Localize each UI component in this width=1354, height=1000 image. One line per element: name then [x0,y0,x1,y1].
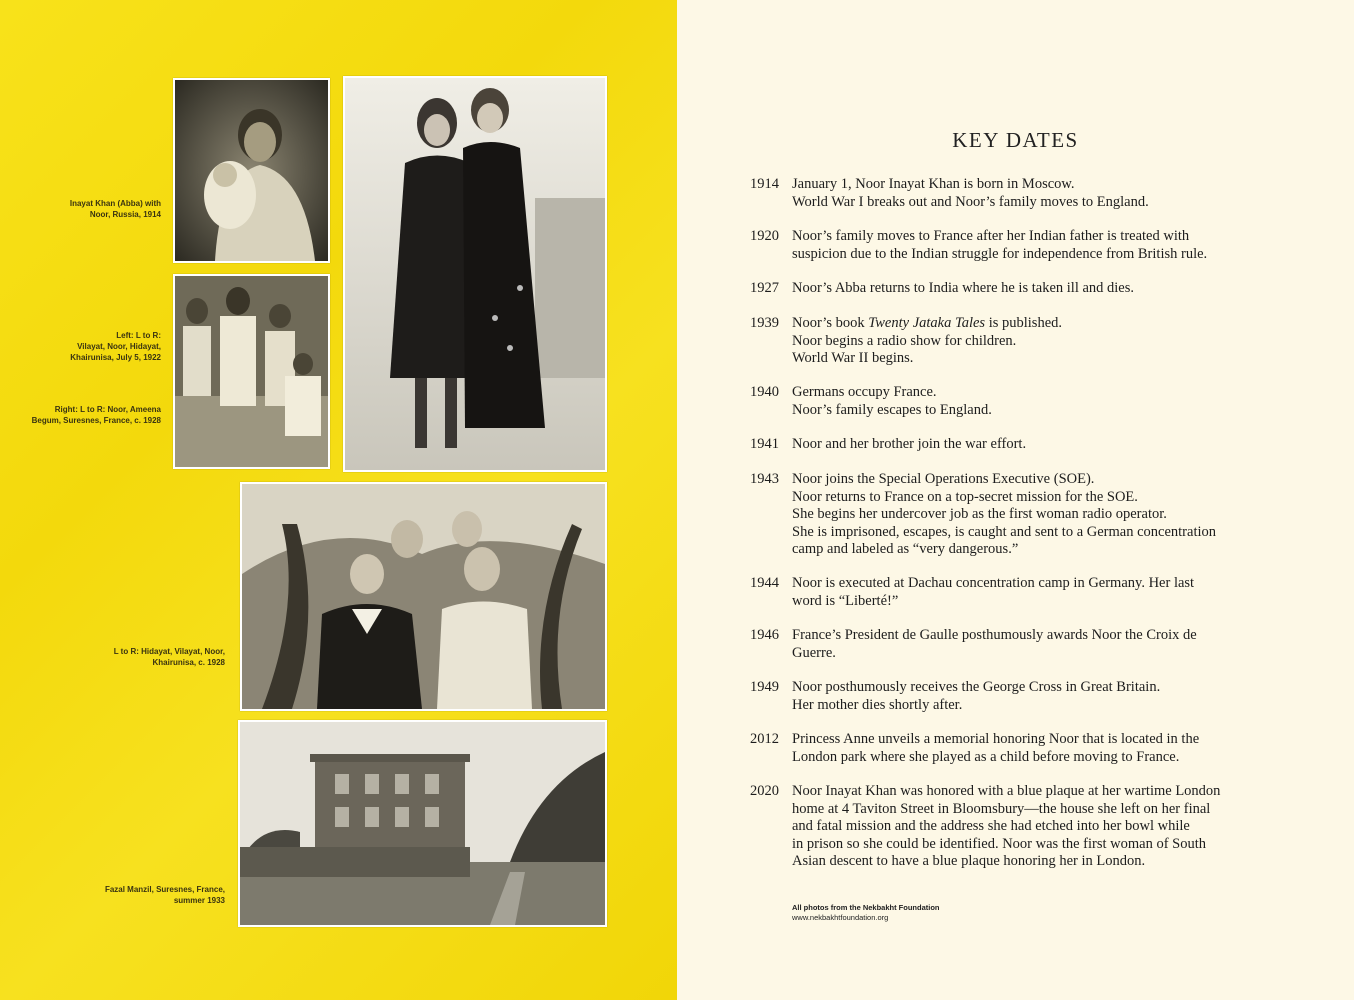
entry-line: Noor joins the Special Operations Executive (SOE). [792,471,1095,487]
entry-line: Noor is executed at Dachau concentration camp in Germany. Her last [792,575,1195,591]
entry-line: Noor begins a radio show for children. [792,332,1017,349]
entry-text [792,627,1292,662]
entry-line: home at 4 Taviton Street in Bloomsbury—the house she left on her final [792,800,1211,817]
photo-image [175,80,328,261]
photo-four-children-1922 [173,274,330,469]
entry-line: Noor’s family escapes to England. [792,401,992,418]
entry-line: Noor’s book Twenty Jataka Tales is published. [792,315,1063,331]
caption-photo5: Fazal Manzil, Suresnes, France, summer 1933 [104,885,225,905]
entry-text [792,731,1292,766]
photo-credit [792,903,940,923]
credit-line: All photos from the Nekbakht Foundation [792,903,940,912]
entry-line: Guerre. [792,644,836,661]
photo-noor-and-ameena-begum [343,76,607,472]
entry-text [792,176,1292,211]
entry-line: Her mother dies shortly after. [792,696,963,713]
entry-text [792,575,1292,610]
book-title: Twenty Jataka Tales [868,315,986,331]
entry-year: 1920 [750,228,779,244]
entry-text [792,384,1292,419]
entry-year: 1940 [750,384,779,400]
entry-line: Noor Inayat Khan was honored with a blue plaque at her wartime London [792,783,1221,799]
entry-text [792,228,1292,263]
entry-line: suspicion due to the Indian struggle for independence from British rule. [792,245,1208,262]
credit-url: www.nekbakhtfoundation.org [792,913,889,922]
entry-year: 1946 [750,627,779,643]
entry-line: word is “Liberté!” [792,592,899,609]
entry-line: camp and labeled as “very dangerous.” [792,541,1019,557]
photo-image [345,78,605,470]
entry-year: 1939 [750,315,779,331]
entry-line: in prison so she could be identified. Noor was the first woman of South [792,835,1206,852]
photo-four-siblings-1928 [240,482,607,711]
entry-year: 1949 [750,679,779,695]
caption-photo2-left: Left: L to R: Vilayat, Noor, Hidayat, Khairunisa, July 5, 1922 [70,331,161,362]
photo-image [242,484,605,709]
photo-image [175,276,328,467]
entry-line: She is imprisoned, escapes, is caught and sent to a German concentration [792,523,1217,540]
entry-year: 1914 [750,176,779,192]
entry-line: Asian descent to have a blue plaque honoring her in London. [792,853,1146,869]
key-dates-title: KEY DATES [952,128,1079,152]
entry-year: 1944 [750,575,779,591]
caption-photo2-right: Right: L to R: Noor, Ameena Begum, Suresnes, France, c. 1928 [31,405,161,425]
entry-year: 1943 [750,471,779,487]
entry-year: 2012 [750,731,779,747]
entry-line: London park where she played as a child before moving to France. [792,748,1180,765]
caption-photo4: L to R: Hidayat, Vilayat, Noor, Khairunisa, c. 1928 [113,647,225,667]
entry-text [792,679,1292,714]
entry-text [792,783,1292,871]
entry-line: She begins her undercover job as the first woman radio operator. [792,506,1167,522]
entry-line: Noor’s Abba returns to India where he is taken ill and dies. [792,280,1135,296]
photo-inayat-khan-with-noor [173,78,330,263]
entry-line: Princess Anne unveils a memorial honoring Noor that is located in the [792,731,1200,747]
entry-text [792,280,1292,298]
photo-image [240,722,605,925]
entry-line: Noor posthumously receives the George Cross in Great Britain. [792,679,1161,695]
entry-text [792,436,1292,454]
entry-line: World War II begins. [792,350,914,366]
entry-line: France’s President de Gaulle posthumously awards Noor the Croix de [792,627,1197,643]
entry-year: 1927 [750,280,779,296]
entry-text [792,471,1292,559]
entry-line: Noor returns to France on a top-secret mission for the SOE. [792,488,1138,505]
entry-line: World War I breaks out and Noor’s family moves to England. [792,193,1149,210]
photo-fazal-manzil [238,720,607,927]
entry-line: Germans occupy France. [792,384,937,400]
entry-text [792,315,1292,368]
caption-photo1: Inayat Khan (Abba) with Noor, Russia, 1914 [69,199,161,219]
entry-line: and fatal mission and the address she had etched into her bowl while [792,818,1190,834]
entry-year: 1941 [750,436,779,452]
entry-year: 2020 [750,783,779,799]
entry-line: Noor and her brother join the war effort. [792,436,1027,452]
entry-line: Noor’s family moves to France after her Indian father is treated with [792,228,1190,244]
entry-line: January 1, Noor Inayat Khan is born in Moscow. [792,176,1075,192]
